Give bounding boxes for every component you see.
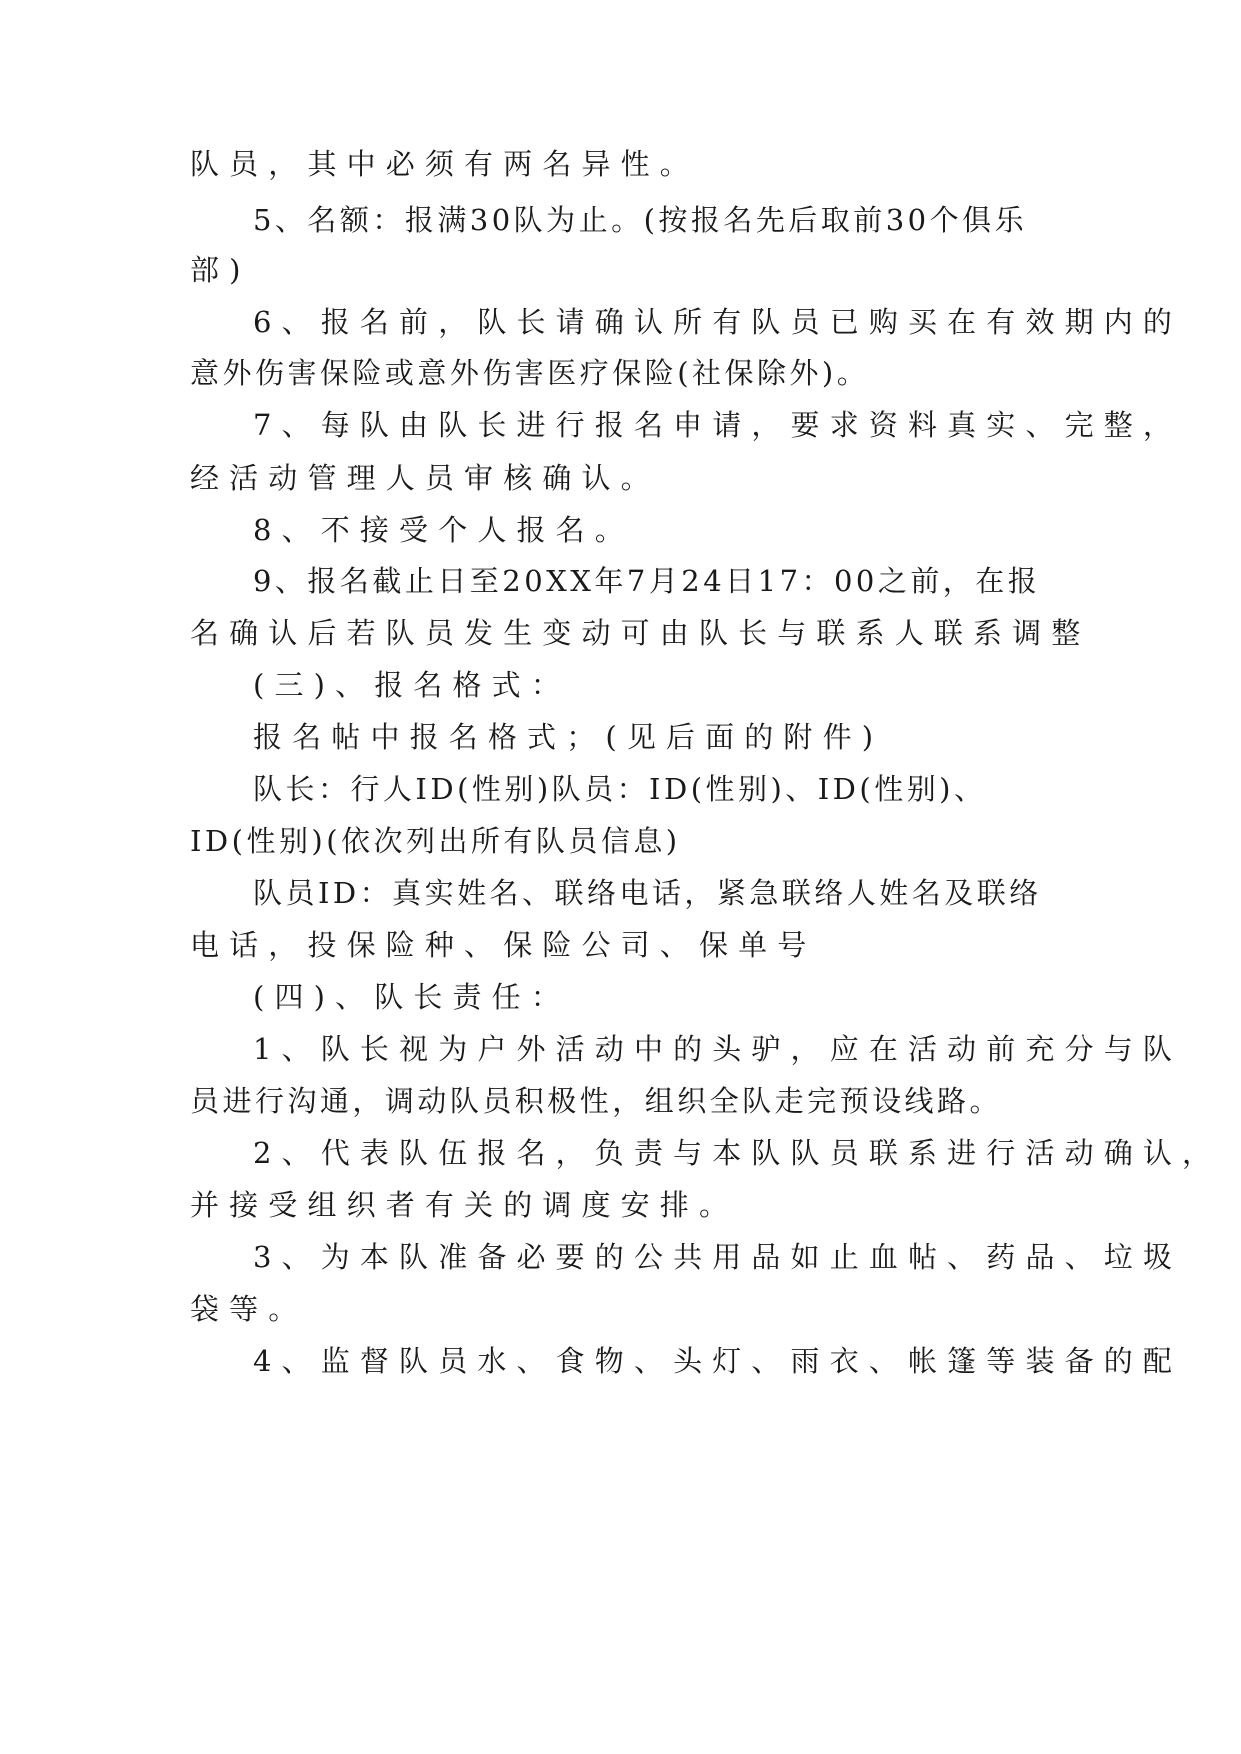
- text-line: 4、监督队员水、食物、头灯、雨衣、帐篷等装备的配: [253, 1344, 1183, 1378]
- text-line: 队员ID：真实姓名、联络电话，紧急联络人姓名及联络: [253, 876, 1042, 910]
- text-line: 袋等。: [190, 1292, 308, 1326]
- text-line: ID(性别)(依次列出所有队员信息): [190, 824, 681, 858]
- text-line: 经活动管理人员审核确认。: [190, 461, 660, 495]
- section-heading: (三)、报名格式：: [253, 668, 570, 702]
- section-heading: (四)、队长责任：: [253, 980, 570, 1014]
- text-line: 意外伤害保险或意外伤害医疗保险(社保除外)。: [190, 356, 870, 390]
- text-line: 并接受组织者有关的调度安排。: [190, 1188, 739, 1222]
- text-line: 9、报名截止日至20XX年7月24日17：00之前，在报: [253, 564, 1041, 598]
- text-line: 队员，其中必须有两名异性。: [190, 147, 699, 181]
- text-line: 6、报名前，队长请确认所有队员已购买在有效期内的: [253, 305, 1183, 339]
- text-line: 1、队长视为户外活动中的头驴，应在活动前充分与队: [253, 1032, 1183, 1066]
- text-line: 5、名额：报满30队为止。(按报名先后取前30个俱乐: [253, 203, 1028, 237]
- text-line: 8、不接受个人报名。: [253, 513, 634, 547]
- text-line: 7、每队由队长进行报名申请，要求资料真实、完整，: [253, 408, 1183, 442]
- text-line: 员进行沟通，调动队员积极性，组织全队走完预设线路。: [190, 1084, 1003, 1118]
- text-line: 电话，投保险种、保险公司、保单号: [190, 928, 817, 962]
- text-line: 3、为本队准备必要的公共用品如止血帖、药品、垃圾: [253, 1240, 1183, 1274]
- text-line: 报名帖中报名格式；(见后面的附件): [253, 720, 884, 754]
- text-line: 队长：行人ID(性别)队员：ID(性别)、ID(性别)、: [253, 772, 987, 806]
- text-line: 名确认后若队员发生变动可由队长与联系人联系调整: [190, 616, 1091, 650]
- text-line: 2、代表队伍报名，负责与本队队员联系进行活动确认，: [253, 1136, 1222, 1170]
- text-line: 部): [190, 253, 251, 287]
